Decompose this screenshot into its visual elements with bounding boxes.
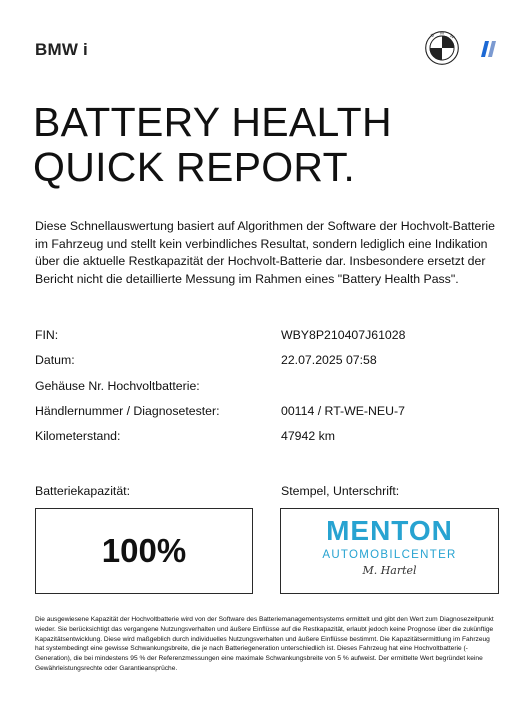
- handwritten-signature: M. Hartel: [362, 564, 417, 577]
- field-label: FIN:: [35, 328, 59, 342]
- field-mileage: [35, 427, 505, 445]
- field-housing-number: [35, 377, 505, 395]
- stamp-label: Stempel, Unterschrift:: [281, 484, 400, 498]
- bmw-roundel-logo: [425, 31, 459, 65]
- bmw-i-logo: [475, 41, 499, 57]
- capacity-value: 100%: [101, 532, 187, 569]
- capacity-label: Batteriekapazität:: [35, 484, 131, 498]
- field-fin: [35, 326, 505, 344]
- stamp-dealer-name: MENTON: [326, 515, 453, 546]
- field-label: Händlernummer / Diagnosetester:: [35, 404, 220, 418]
- field-dealer-tester: [35, 402, 505, 420]
- title-line-2: QUICK REPORT.: [33, 144, 356, 190]
- field-value: 47942 km: [281, 429, 336, 443]
- field-value: 22.07.2025 07:58: [281, 353, 377, 367]
- svg-text:W: W: [448, 33, 456, 40]
- brand-wordmark: BMW i: [35, 40, 88, 59]
- svg-text:B: B: [429, 32, 436, 38]
- report-title: [33, 100, 503, 190]
- field-datum: [35, 351, 505, 369]
- field-value: 00114 / RT-WE-NEU-7: [281, 404, 405, 418]
- disclaimer-text: Die ausgewiesene Kapazität der Hochvoltbatterie wird von der Software des Batteriemanagementsystems ermittelt und gibt den Wert zum Diagnosezeitpunkt wieder. Sie berücksichtigt das vergangene Nutzungsverhalten und äußere Einflüsse auf die Restkapazität, erlaubt jedoch keine Prognose über die zukünftige Kapazitätsentwicklung. Diese wird maßgeblich durch individuelles Nutzungsverhalten und äußere Einflüsse bestimmt. Die Kapazitätsermittlung im Fahrzeug hat systembedingt eine gewisse Schwankungsbreite, die je nach Batteriegeneration unterschiedlich ist. Dieses Fahrzeug hat eine Hochvoltbatterie (-Generation), die bei mindestens 95 % der Referenzmessungen eine maximale Schwankungsbreite von 5 % aufweist. Der ermittelte Wert begründet keine Gewährleistungsrechte oder Garantieansprüche.: [35, 616, 494, 672]
- title-line-1: BATTERY HEALTH: [33, 99, 392, 145]
- capacity-box: [35, 508, 253, 594]
- header-logos: [425, 31, 500, 67]
- stamp-box: [280, 508, 499, 594]
- field-label: Datum:: [35, 353, 75, 367]
- svg-text:M: M: [440, 31, 444, 36]
- field-value: WBY8P210407J61028: [281, 328, 406, 342]
- stamp-dealer-subtitle: AUTOMOBILCENTER: [322, 549, 457, 561]
- dealer-stamp: [281, 509, 498, 593]
- field-label: Gehäuse Nr. Hochvoltbatterie:: [35, 379, 200, 393]
- intro-paragraph: Diese Schnellauswertung basiert auf Algorithmen der Software der Hochvolt-Batterie im Fahrzeug und stellt kein verbindliches Resultat, sondern lediglich eine Indikation über die aktuelle Restkapazität der Hochvolt-Batterie dar. Insbesondere ersetzt der Bericht nicht die detaillierte Messung im Rahmen eines "Battery Health Pass".: [35, 219, 496, 286]
- field-label: Kilometerstand:: [35, 429, 121, 443]
